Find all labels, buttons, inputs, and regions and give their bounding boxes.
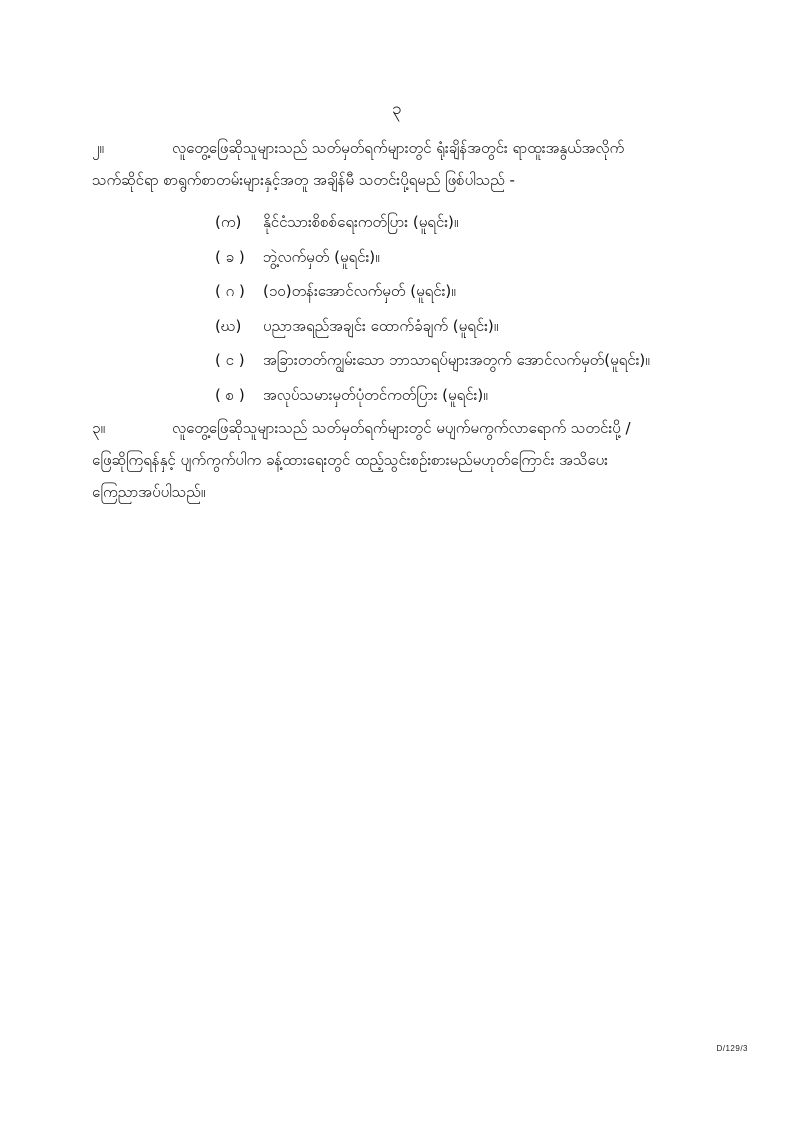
list-item: [215, 277, 755, 312]
list-item-marker: ( စ ): [215, 385, 245, 404]
paragraph-3-line-2: ဖြေဆိုကြရန်နှင့် ပျက်ကွက်ပါက ခန့်ထားရေးတွင် ထည့်သွင်းစဥ်းစားမည်မဟုတ်ကြောင်း အသိပေး: [92, 451, 608, 469]
list-item-marker: (ဃ): [215, 316, 242, 335]
list-item-text: (၁၀)တန်းအောင်လက်မှတ် (မူရင်း)။: [263, 282, 456, 300]
document-list: [215, 208, 755, 415]
list-item-marker: ( ဂ ): [215, 282, 245, 300]
paragraph-3-line-1: လူတွေ့ဖြေဆိုသူများသည် သတ်မှတ်ရက်များတွင် မပျက်မကွက်လာရောက် သတင်းပို့ /: [172, 419, 631, 437]
page-number: ၃: [392, 99, 402, 119]
list-item-text: ဘွဲ့လက်မှတ် (မူရင်း)။: [263, 247, 380, 266]
paragraph-3-number: ၃။: [92, 419, 105, 437]
paragraph-2-line-2: သက်ဆိုင်ရာ စာရွက်စာတမ်းများနှင့်အတူ အချိန်မီ သတင်းပို့ရမည် ဖြစ်ပါသည် -: [92, 171, 515, 189]
list-item: [215, 346, 755, 381]
paragraph-3-line-1-row: [92, 412, 744, 444]
list-item-text: ပညာအရည်အချင်း ထောက်ခံချက် (မူရင်း)။: [263, 316, 499, 335]
list-item-text: နိုင်ငံသားစိစစ်ရေးကတ်ပြား (မူရင်း)။: [263, 213, 459, 231]
list-item: [215, 381, 755, 416]
paragraph-2-line-1: လူတွေ့ဖြေဆိုသူများသည် သတ်မှတ်ရက်များတွင် ရုံးချိန်အတွင်း ရာထူးအနွယ်အလိုက်: [172, 139, 625, 157]
paragraph-2-number: ၂။: [92, 139, 104, 157]
list-item: [215, 312, 755, 347]
list-item-marker: ( င ): [215, 351, 245, 369]
list-item: [215, 243, 755, 278]
list-item-marker: (က): [215, 213, 242, 231]
footer-reference-code: D/129/3: [716, 1044, 748, 1053]
paragraph-2-line-1-row: [92, 132, 744, 164]
list-item-text: အလုပ်သမားမှတ်ပုံတင်ကတ်ပြား (မူရင်း)။: [263, 385, 488, 404]
list-item: [215, 208, 755, 243]
list-item-text: အခြားတတ်ကျွမ်းသော ဘာသာရပ်များအတွက် အောင်လက်မှတ်(မူရင်း)။: [263, 351, 650, 369]
paragraph-3: [92, 412, 744, 508]
paragraph-2: [92, 132, 744, 196]
list-item-marker: ( ခ ): [215, 247, 245, 266]
paragraph-3-line-3: ကြေညာအပ်ပါသည်။: [92, 483, 206, 501]
